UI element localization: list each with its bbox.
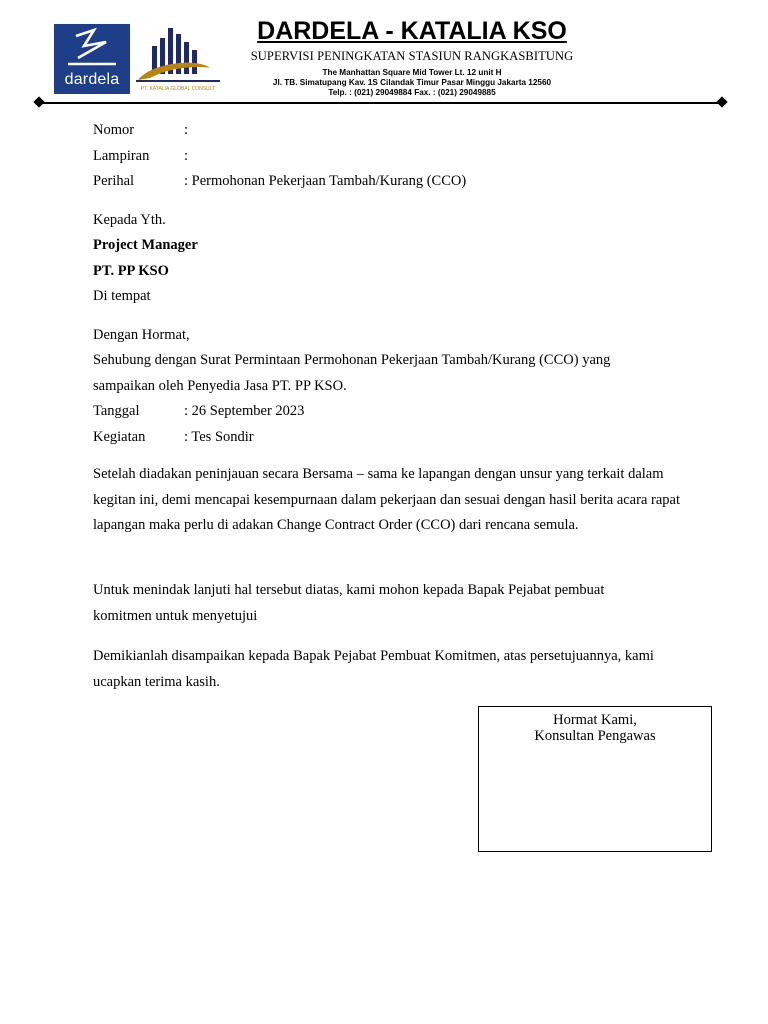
- address-line-2: Jl. TB. Simatupang Kav. 1S Cilandak Timur Pasar Minggu Jakarta 12560: [272, 78, 552, 87]
- recipient-company: PT. PP KSO: [93, 263, 169, 279]
- recipient-greeting: Kepada Yth.: [93, 212, 166, 228]
- paragraph-request: Untuk menindak lanjuti hal tersebut diatas, kami mohon kepada Bapak Pejabat pembuat komitmen untuk menyetujui: [93, 582, 605, 624]
- kegiatan-label: Kegiatan: [93, 429, 146, 445]
- recipient-title: Project Manager: [93, 237, 198, 253]
- divider-diamond-right-icon: [716, 96, 727, 107]
- katalia-logo-mark-icon: [132, 22, 224, 88]
- header-divider: [40, 102, 722, 104]
- perihal-value: : Permohonan Pekerjaan Tambah/Kurang (CCO): [184, 173, 467, 189]
- address-line-3: Telp. : (021) 29049884 Fax. : (021) 29049885: [328, 88, 496, 97]
- signature-role: Konsultan Pengawas: [534, 728, 656, 744]
- signature-regards: Hormat Kami,: [553, 712, 637, 728]
- intro-line-1: Sehubung dengan Surat Permintaan Permohonan Pekerjaan Tambah/Kurang (CCO) yang: [93, 352, 611, 368]
- kegiatan-value: : Tes Sondir: [184, 429, 254, 445]
- company-subtitle: SUPERVISI PENINGKATAN STASIUN RANGKASBITUNG: [250, 49, 574, 63]
- katalia-logo-text: PT. KATALIA GLOBAL CONSULT: [140, 86, 216, 92]
- paragraph-closing: Demikianlah disampaikan kepada Bapak Pejabat Pembuat Komitmen, atas persetujuannya, kami ucapkan terima kasih.: [93, 648, 654, 690]
- nomor-label: Nomor: [93, 122, 135, 138]
- recipient-place: Di tempat: [93, 288, 151, 304]
- perihal-label: Perihal: [93, 173, 135, 189]
- address-line-1: The Manhattan Square Mid Tower Lt. 12 unit H: [322, 68, 502, 77]
- paragraph-review: Setelah diadakan peninjauan secara Bersama – sama ke lapangan dengan unsur yang terkait dalam kegitan ini, demi mencapai kesempurnaan dalam pekerjaan dan sesuai dengan hasil berita acara rapat lapangan maka perlu di adakan Change Contract Order (CCO) dari rencana semula.: [93, 466, 680, 533]
- dardela-logo-text: dardela: [64, 71, 120, 88]
- nomor-value: :: [184, 122, 189, 138]
- divider-diamond-left-icon: [33, 96, 44, 107]
- katalia-logo: [132, 22, 224, 96]
- lampiran-value: :: [184, 148, 189, 164]
- tanggal-value: : 26 September 2023: [184, 403, 305, 419]
- signature-box: [478, 706, 712, 852]
- company-name: DARDELA - KATALIA KSO: [257, 17, 567, 45]
- tanggal-label: Tanggal: [93, 403, 140, 419]
- salutation: Dengan Hormat,: [93, 327, 190, 343]
- dardela-logo: [54, 24, 130, 94]
- lampiran-label: Lampiran: [93, 148, 150, 164]
- intro-line-2: sampaikan oleh Penyedia Jasa PT. PP KSO.: [93, 378, 347, 394]
